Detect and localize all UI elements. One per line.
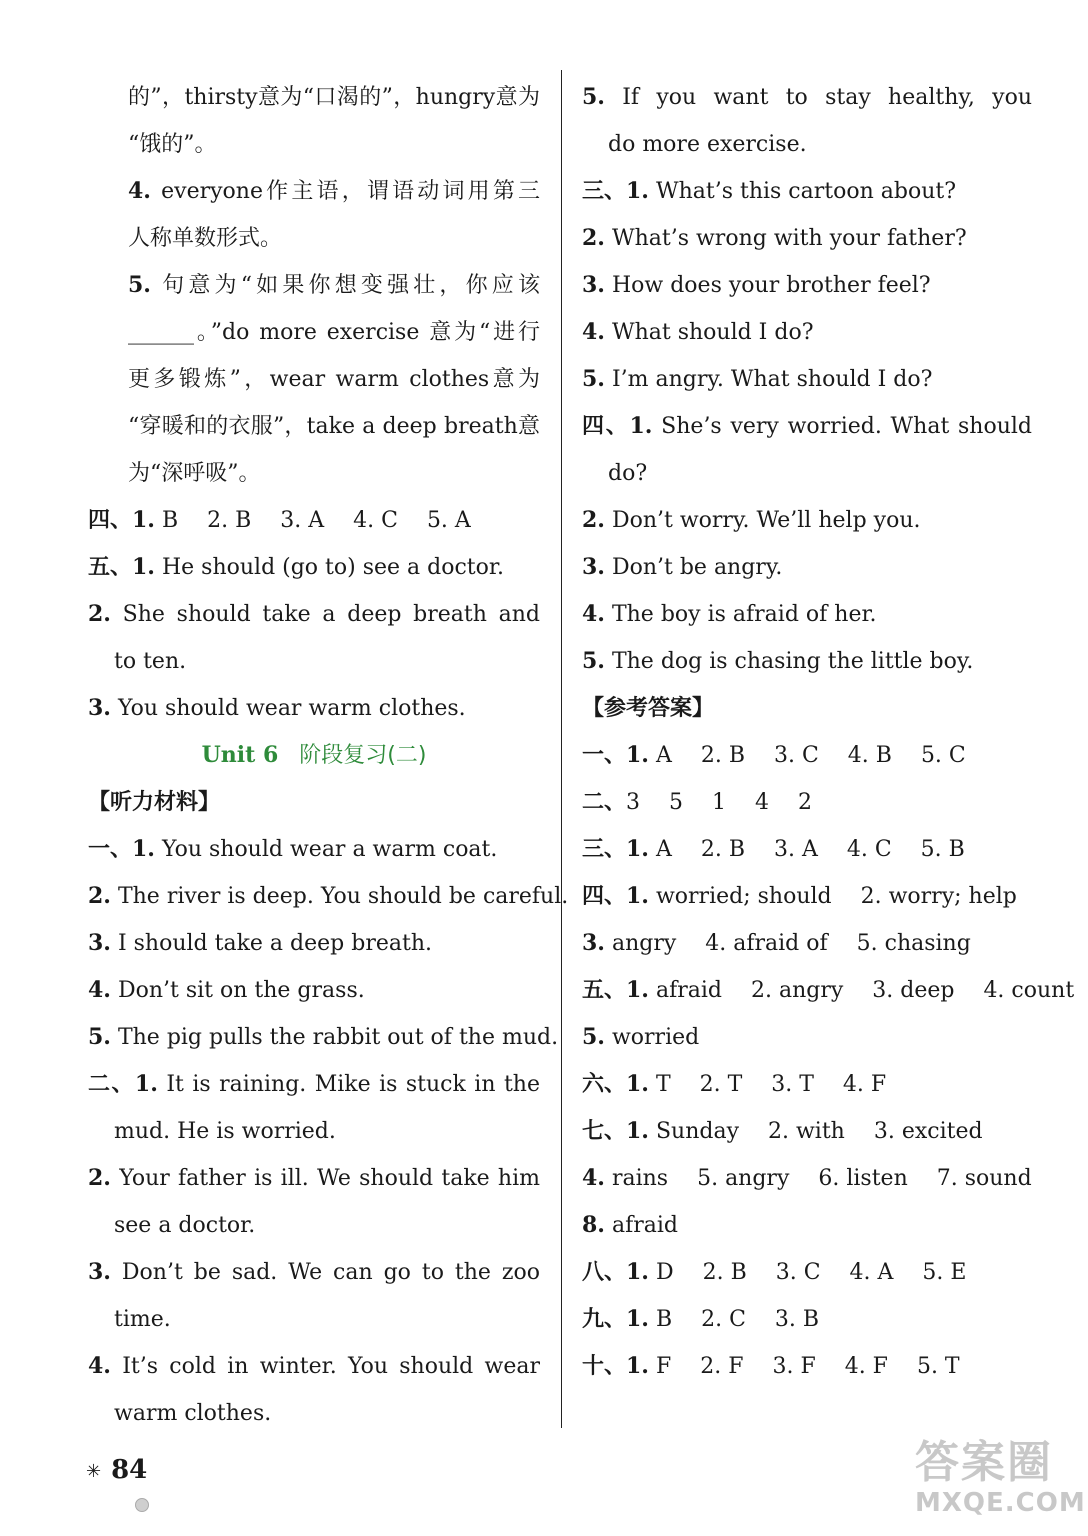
item-number: 5. [582, 366, 605, 392]
listening-line [582, 121, 1032, 168]
listening-line [88, 967, 540, 1014]
answer-line [582, 1202, 1032, 1249]
item-text: Your father is ill. We should take him [119, 1166, 540, 1191]
item-text: The boy is afraid of her. [604, 602, 877, 627]
item-number: 3. [582, 930, 605, 956]
item-text: worried; should 2. worry; help [648, 884, 1017, 909]
answer-line [582, 1343, 1032, 1390]
listening-line [88, 1343, 540, 1390]
listening-line [88, 1202, 540, 1249]
watermark-url: MXQE.COM [915, 1488, 1086, 1518]
item-text: She should take a deep breath and [122, 602, 540, 627]
listening-line [88, 1061, 540, 1108]
item-text: A 2. B 3. C 4. B 5. C [648, 743, 966, 768]
item-number: 2. [582, 225, 605, 251]
watermark-logo: 答案圈 [915, 1437, 1053, 1488]
page-footer [86, 1455, 147, 1485]
item-text: Sunday 2. with 3. excited [648, 1119, 983, 1144]
item-text: The river is deep. You should be careful. [110, 884, 569, 909]
item-text: It is raining. Mike is stuck in the [157, 1072, 540, 1097]
item-number: 五、1. [582, 977, 649, 1003]
listening-line [88, 1014, 559, 1061]
listening-line [582, 450, 1032, 497]
item-text: I should take a deep breath. [110, 931, 432, 956]
answer-line [582, 1249, 1032, 1296]
item-text: time. [114, 1307, 171, 1332]
item-text: He should (go to) see a doctor. [154, 555, 504, 580]
listening-line [582, 74, 1032, 121]
listening-line [582, 168, 1032, 215]
item-number: 2. [88, 1165, 111, 1191]
item-text: She’s very worried. What should [661, 414, 1032, 439]
listening-line [88, 873, 569, 920]
section-title [88, 732, 540, 779]
right-column [582, 74, 1075, 1390]
item-number: 九、1. [582, 1306, 649, 1332]
answer-line [88, 638, 540, 685]
listening-line [582, 356, 1032, 403]
item-number: 七、1. [582, 1118, 649, 1144]
answer-line [88, 74, 540, 121]
answer-line [582, 779, 1032, 826]
answer-line [88, 356, 540, 403]
item-number: 三、1. [582, 178, 649, 204]
item-text: worried [604, 1025, 700, 1050]
item-number: 4. [582, 319, 605, 345]
answer-line [88, 168, 540, 215]
item-number: 5. [582, 84, 605, 110]
listening-line [582, 497, 1032, 544]
item-text: 句意为“如果你想变强壮，你应该 [150, 273, 540, 298]
listening-line [582, 262, 1032, 309]
item-text: see a doctor. [114, 1213, 256, 1238]
item-number: 5. [582, 1024, 605, 1050]
listening-line [88, 920, 540, 967]
listening-line [88, 1249, 540, 1296]
answer-line [582, 1155, 1032, 1202]
watermark [915, 1437, 1086, 1533]
item-text: Don’t be angry. [604, 555, 783, 580]
item-number: 二、1. [88, 1071, 158, 1097]
item-text: afraid 2. angry 3. deep 4. count [648, 978, 1075, 1003]
answer-line [88, 215, 540, 262]
listening-material-lines [88, 826, 569, 1437]
item-number: 八、1. [582, 1259, 649, 1285]
item-number: 二、 [582, 789, 627, 815]
listening-heading: 【听力材料】 [88, 790, 221, 815]
answer-line [88, 685, 540, 732]
item-text: “穿暖和的衣服”，take a deep breath意 [128, 414, 540, 439]
item-text: What should I do? [604, 320, 814, 345]
answer-line [582, 1061, 1032, 1108]
item-text: You should wear warm clothes. [110, 696, 466, 721]
answer-line [582, 967, 1075, 1014]
item-text: do more exercise. [608, 132, 807, 157]
listening-line [582, 544, 1032, 591]
item-text: T 2. T 3. T 4. F [648, 1072, 887, 1097]
item-number: 4. [582, 1165, 605, 1191]
item-number: 一、1. [88, 836, 155, 862]
listening-line [582, 591, 1032, 638]
item-text: 的”，thirsty意为“口渴的”，hungry意为 [128, 85, 540, 110]
item-number: 2. [582, 507, 605, 533]
listening-line [582, 215, 1032, 262]
item-text: What’s this cartoon about? [648, 179, 957, 204]
answer-line [582, 826, 1032, 873]
item-number: 2. [88, 883, 111, 909]
item-number: 4. [582, 601, 605, 627]
right-listening-lines [582, 74, 1032, 685]
item-number: 5. [582, 648, 605, 674]
answer-line [88, 497, 540, 544]
answer-line [582, 732, 1032, 779]
item-text: What’s wrong with your father? [604, 226, 967, 251]
page-number: 84 [111, 1455, 148, 1485]
item-number: 六、1. [582, 1071, 649, 1097]
item-number: 5. [88, 1024, 111, 1050]
item-number: 3. [88, 1259, 111, 1285]
answer-line [88, 544, 540, 591]
item-number: 4. [88, 977, 111, 1003]
answer-line [88, 121, 540, 168]
item-text: Don’t sit on the grass. [110, 978, 365, 1003]
item-text: 为“深呼吸”。 [128, 461, 261, 486]
answer-line [582, 873, 1032, 920]
item-text: everyone作主语，谓语动词用第三 [150, 179, 540, 204]
item-text: The dog is chasing the little boy. [604, 649, 974, 674]
item-text: rains 5. angry 6. listen 7. sound [604, 1166, 1032, 1191]
item-text: mud. He is worried. [114, 1119, 336, 1144]
listening-line [582, 403, 1032, 450]
item-text: B 2. C 3. B [648, 1307, 820, 1332]
item-number: 五、1. [88, 554, 155, 580]
item-number: 三、1. [582, 836, 649, 862]
item-text: You should wear a warm coat. [154, 837, 498, 862]
answer-line [582, 1108, 1032, 1155]
item-number: 3. [582, 554, 605, 580]
answer-line [88, 262, 540, 309]
item-number: 十、1. [582, 1353, 649, 1379]
item-text: 人称单数形式。 [128, 226, 283, 251]
item-text: ______。”do more exercise 意为“进行 [128, 320, 540, 345]
answers-heading: 【参考答案】 [582, 696, 715, 721]
item-text: I’m angry. What should I do? [604, 367, 933, 392]
item-number: 8. [582, 1212, 605, 1238]
item-text: “饿的”。 [128, 132, 217, 157]
item-text: B 2. B 3. A 4. C 5. A [154, 508, 471, 533]
star-icon: ✳ [86, 1460, 102, 1482]
answer-line [582, 1014, 1032, 1061]
item-text: 3 5 1 4 2 [626, 790, 812, 815]
answer-line [582, 920, 1032, 967]
listening-line [88, 1155, 540, 1202]
item-text: It’s cold in winter. You should wear [110, 1354, 540, 1379]
listening-line [88, 1390, 540, 1437]
item-text: D 2. B 3. C 4. A 5. E [648, 1260, 967, 1285]
listening-line [88, 1296, 540, 1343]
item-text: afraid [604, 1213, 678, 1238]
answer-line [582, 1296, 1032, 1343]
item-text: F 2. F 3. F 4. F 5. T [648, 1354, 960, 1379]
bullet-dot-icon [135, 1498, 149, 1512]
item-number: 4. [128, 178, 151, 204]
listening-line [582, 638, 1032, 685]
left-answer-lines [88, 74, 540, 732]
left-column [88, 74, 569, 1437]
item-text: angry 4. afraid of 5. chasing [604, 931, 971, 956]
item-number: 四、1. [88, 507, 155, 533]
item-number: 一、1. [582, 742, 649, 768]
item-number: 2. [88, 601, 111, 627]
section-title-text: 阶段复习(二) [299, 743, 427, 768]
listening-line [582, 309, 1032, 356]
item-number: 3. [582, 272, 605, 298]
item-text: 更多锻炼”，wear warm clothes意为 [128, 367, 540, 392]
section-title-unit: Unit 6 [201, 742, 279, 768]
answer-line [88, 309, 540, 356]
item-number: 3. [88, 695, 111, 721]
item-text: A 2. B 3. A 4. C 5. B [648, 837, 965, 862]
item-text: warm clothes. [114, 1401, 272, 1426]
item-number: 四、1. [582, 883, 649, 909]
answer-line [88, 403, 540, 450]
item-text: do? [608, 461, 648, 486]
listening-line [88, 1108, 540, 1155]
item-text: If you want to stay healthy, you [622, 85, 1032, 110]
item-text: Don’t worry. We’ll help you. [604, 508, 921, 533]
item-number: 4. [88, 1353, 111, 1379]
answer-line [88, 591, 540, 638]
item-number: 5. [128, 272, 151, 298]
item-text: Don’t be sad. We can go to the zoo [121, 1260, 540, 1285]
item-text: The pig pulls the rabbit out of the mud. [110, 1025, 559, 1050]
reference-answer-lines [582, 732, 1075, 1390]
item-number: 四、1. [582, 413, 653, 439]
answer-line [88, 450, 540, 497]
item-number: 3. [88, 930, 111, 956]
listening-line [88, 826, 540, 873]
item-text: to ten. [114, 649, 187, 674]
column-divider [561, 70, 562, 1428]
item-text: How does your brother feel? [604, 273, 931, 298]
